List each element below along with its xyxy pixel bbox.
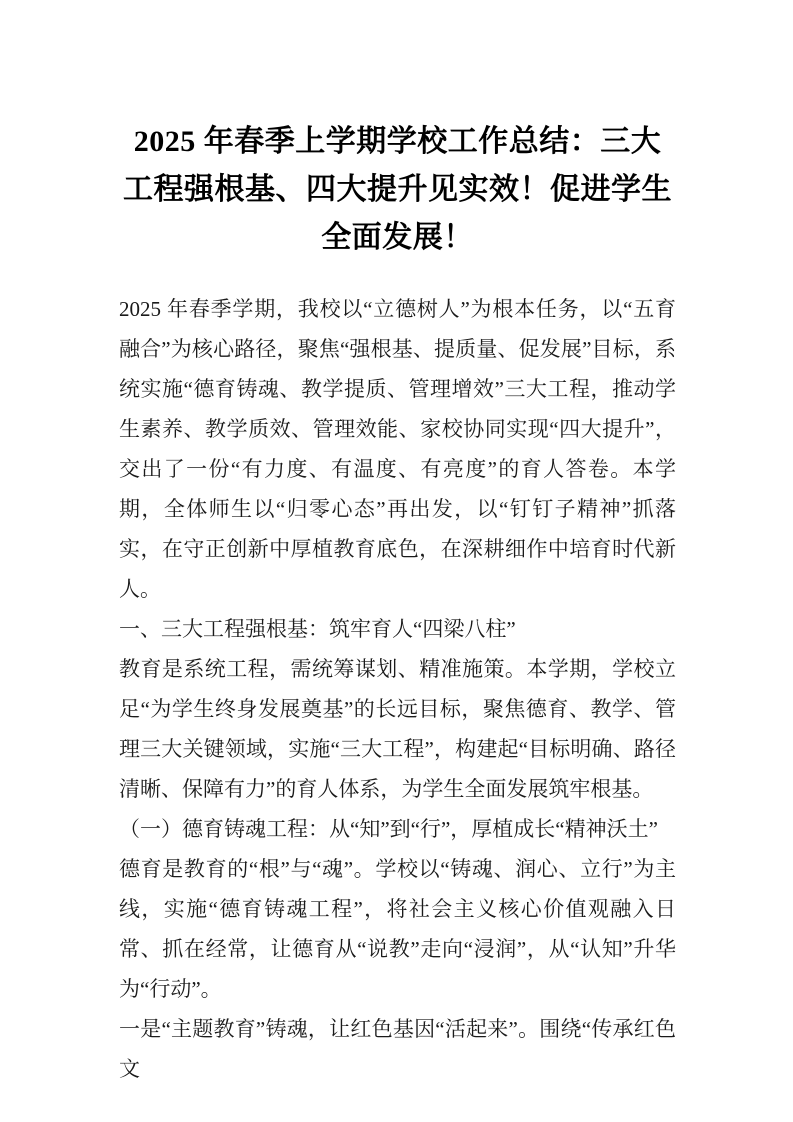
- document-body: [119, 289, 676, 1089]
- paragraph: 教育是系统工程，需统筹谋划、精准施策。本学期，学校立足“为学生终身发展奠基”的长远目标，聚焦德育、教学、管理三大关键领域，实施“三大工程”，构建起“目标明确、路径清晰、保障有力”的育人体系，为学生全面发展筑牢根基。: [119, 657, 676, 801]
- document-title: 2025 年春季上学期学校工作总结：三大工程强根基、四大提升见实效！促进学生全面发展！: [123, 125, 672, 254]
- paragraph: 一是“主题教育”铸魂，让红色基因“活起来”。围绕“传承红色文: [119, 1017, 676, 1081]
- paragraph: 德育是教育的“根”与“魂”。学校以“铸魂、润心、立行”为主线，实施“德育铸魂工程”，将社会主义核心价值观融入日常、抓在经常，让德育从“说教”走向“浸润”，从“认知”升华为“行动”。: [119, 857, 676, 1001]
- paragraph: （一）德育铸魂工程：从“知”到“行”，厚植成长“精神沃土”: [119, 817, 658, 841]
- document-content: [119, 118, 676, 1089]
- paragraph: 一、三大工程强根基：筑牢育人“四梁八柱”: [119, 617, 516, 641]
- paragraph: 2025 年春季学期，我校以“立德树人”为根本任务，以“五育融合”为核心路径，聚焦“强根基、提质量、促发展”目标，系统实施“德育铸魂、教学提质、管理增效”三大工程，推动学生素养、教学质效、管理效能、家校协同实现“四大提升”，交出了一份“有力度、有温度、有亮度”的育人答卷。本学期，全体师生以“归零心态”再出发，以“钉钉子精神”抓落实，在守正创新中厚植教育底色，在深耕细作中培育时代新人。: [119, 297, 676, 601]
